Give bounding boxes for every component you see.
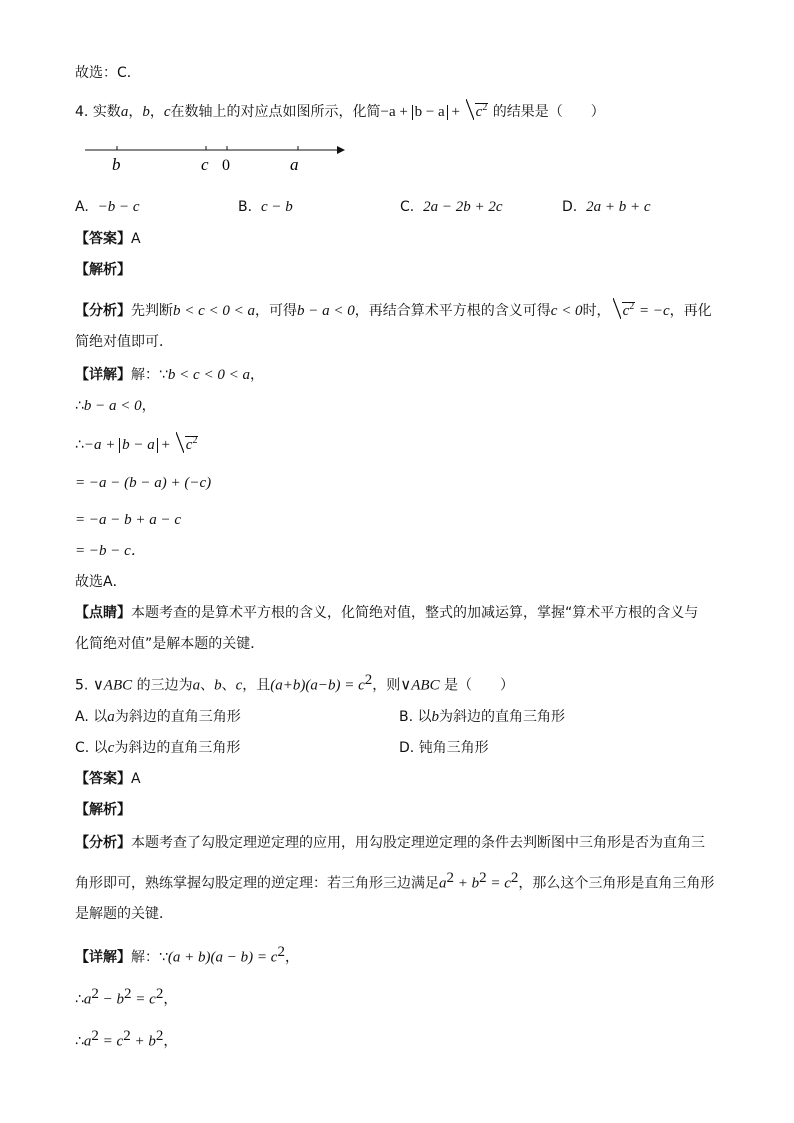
step-line: = −a − (b − a) + (−c) <box>75 475 212 491</box>
option-label: B. <box>238 199 253 215</box>
step-line: = −a − b + a − c <box>75 512 182 528</box>
answer-label: 【答案】 <box>75 231 131 247</box>
answer-line <box>75 229 141 249</box>
text: ，那么这个三角形是直角三角形 <box>518 875 715 892</box>
math: = c <box>98 1033 124 1050</box>
exponent: 2 <box>510 870 519 886</box>
comment-line <box>75 603 698 623</box>
exponent: 2 <box>123 1028 131 1044</box>
text: 实数 <box>92 104 121 120</box>
option-label: C. <box>400 199 415 215</box>
answer-value: A <box>131 231 141 247</box>
detail-line <box>75 365 264 385</box>
math: −a + <box>380 104 412 120</box>
abs-value: b − a <box>119 438 158 453</box>
step-line <box>75 984 177 1010</box>
question-number: 5. <box>75 677 93 694</box>
math: = −c <box>635 303 670 319</box>
option-value: 为斜边的直角三角形 <box>439 709 566 725</box>
option-value: −b − c <box>97 199 140 215</box>
analysis-line <box>75 868 714 894</box>
var: b <box>142 104 150 120</box>
exponent: 2 <box>479 870 487 886</box>
text: 在数轴上的对应点如图所示，化简 <box>170 104 381 120</box>
text: ， <box>141 398 156 414</box>
math: −a + <box>83 437 120 453</box>
option-d <box>399 738 489 758</box>
var: c <box>185 437 193 453</box>
math: = c <box>486 875 511 892</box>
text: ， <box>284 949 299 966</box>
math: ∨ABC <box>400 677 440 694</box>
math: + <box>447 104 464 120</box>
option-value: 为斜边的直角三角形 <box>114 740 241 756</box>
question-5-stem <box>75 670 514 696</box>
math: = c <box>131 991 156 1008</box>
text: 本题考查的是算术平方根的含义，化简绝对值，整式的加减运算，掌握“算术平方根的含义与 <box>131 605 699 621</box>
label-a: a <box>290 155 299 174</box>
var: a <box>120 104 129 120</box>
exponent: 2 <box>155 986 164 1002</box>
therefore-symbol: ∴ <box>75 437 84 453</box>
var: b <box>431 709 440 725</box>
text: 、 <box>200 677 215 694</box>
question-number: 4. <box>75 104 93 120</box>
text-line: 故选A． <box>75 574 127 590</box>
analysis-label: 【解析】 <box>75 802 131 818</box>
section-label: 【点睛】 <box>75 605 131 621</box>
text-line: 是解题的关键． <box>75 906 173 922</box>
text: ，则 <box>372 677 401 694</box>
text-line: 故选：C． <box>75 65 141 81</box>
text: 的三边为 <box>132 677 193 694</box>
text: 时， <box>582 303 611 319</box>
answer-line <box>75 769 141 789</box>
arrow-head-icon <box>337 146 345 154</box>
var: a <box>83 1033 92 1050</box>
text: 先判断 <box>131 303 173 319</box>
text: 本题考查了勾股定理逆定理的应用，用勾股定理逆定理的条件去判断图中三角形是否为直角三 <box>131 835 705 851</box>
section-label: 【详解】 <box>75 367 131 383</box>
sqrt <box>176 431 199 455</box>
option-d <box>562 197 651 217</box>
text: ，再结合算术平方根的含义可得 <box>354 303 551 319</box>
math: − b <box>98 991 125 1008</box>
text-line: 简绝对值即可． <box>75 334 173 350</box>
option-label: D. <box>399 740 419 756</box>
var: a <box>439 875 447 892</box>
text-line: 化简绝对值”是解本题的关键． <box>75 636 265 652</box>
exponent: 2 <box>192 435 198 446</box>
var: c <box>475 104 483 120</box>
abs-value: b − a <box>412 105 448 120</box>
math: b < c < 0 < a <box>173 303 256 319</box>
math: b − a < 0 <box>297 303 355 319</box>
analysis-line <box>75 833 705 853</box>
step-line: = −b − c． <box>75 543 146 559</box>
sqrt <box>613 297 636 321</box>
label-b: b <box>112 155 121 174</box>
var: b <box>214 677 222 694</box>
detail-line <box>75 942 299 968</box>
math: ∨ABC <box>92 677 133 694</box>
label-0: 0 <box>222 157 230 174</box>
option-label: C. 以 <box>75 740 108 756</box>
var: a <box>107 709 115 725</box>
text: 、 <box>221 677 236 694</box>
number-line <box>75 136 355 178</box>
exponent: 2 <box>446 870 454 886</box>
analysis-line <box>75 297 712 321</box>
var: c <box>107 740 115 756</box>
text: 解：∵ <box>131 367 168 383</box>
text: ，且 <box>242 677 271 694</box>
text: ，可得 <box>255 303 298 319</box>
math: b < c < 0 < a <box>167 367 250 383</box>
option-value: 钝角三角形 <box>418 740 489 756</box>
question-4-stem <box>75 98 605 122</box>
sqrt <box>466 98 489 122</box>
exponent: 2 <box>629 301 635 312</box>
section-label: 【分析】 <box>75 303 131 319</box>
text: ， <box>249 367 264 383</box>
section-label: 【分析】 <box>75 835 131 851</box>
option-label: B. 以 <box>399 709 432 725</box>
therefore-symbol: ∴ <box>75 991 84 1008</box>
var: c <box>235 677 243 694</box>
text: ，再化 <box>669 303 712 319</box>
analysis-label: 【解析】 <box>75 262 131 278</box>
var: a <box>192 677 201 694</box>
therefore-symbol: ∴ <box>75 398 84 414</box>
text: ， <box>163 1033 178 1050</box>
text: ， <box>128 104 143 120</box>
option-b <box>399 707 565 727</box>
option-b <box>238 197 293 217</box>
math: b − a < 0 <box>83 398 142 414</box>
exponent: 2 <box>364 672 373 688</box>
math: + b <box>130 1033 156 1050</box>
text: 的结果是（ ） <box>488 104 605 120</box>
option-label: A. <box>75 199 89 215</box>
exponent: 2 <box>91 986 99 1002</box>
text: 是（ ） <box>439 677 515 694</box>
option-c <box>400 197 503 217</box>
option-value: 2a − 2b + 2c <box>423 199 503 215</box>
math: + b <box>454 875 480 892</box>
math: + <box>157 437 174 453</box>
var: c <box>163 104 171 120</box>
text: 解：∵ <box>131 949 168 966</box>
section-label: 【详解】 <box>75 949 131 966</box>
step-line <box>75 431 198 455</box>
answer-label: 【答案】 <box>75 771 131 787</box>
exponent: 2 <box>91 1028 99 1044</box>
math: c < 0 <box>550 303 583 319</box>
text: ， <box>163 991 178 1008</box>
exponent: 2 <box>277 944 285 960</box>
var: a <box>83 991 92 1008</box>
exponent: 2 <box>482 102 488 113</box>
option-a <box>75 197 140 217</box>
var: c <box>622 303 630 319</box>
math: (a+b)(a−b) = c <box>270 677 365 694</box>
option-a <box>75 707 241 727</box>
option-value: c − b <box>260 199 293 215</box>
text: ， <box>149 104 164 120</box>
label-c: c <box>201 155 209 174</box>
exponent: 2 <box>155 1028 164 1044</box>
option-label: D. <box>562 199 578 215</box>
option-value: 为斜边的直角三角形 <box>114 709 241 725</box>
option-value: 2a + b + c <box>586 199 651 215</box>
exponent: 2 <box>124 986 132 1002</box>
text: 角形即可，熟练掌握勾股定理的逆定理：若三角形三边满足 <box>75 875 439 892</box>
option-c <box>75 738 240 758</box>
step-line <box>75 1026 177 1052</box>
step-line <box>75 396 156 416</box>
math: (a + b)(a − b) = c <box>167 949 278 966</box>
therefore-symbol: ∴ <box>75 1033 84 1050</box>
answer-value: A <box>131 771 141 787</box>
option-label: A. 以 <box>75 709 108 725</box>
